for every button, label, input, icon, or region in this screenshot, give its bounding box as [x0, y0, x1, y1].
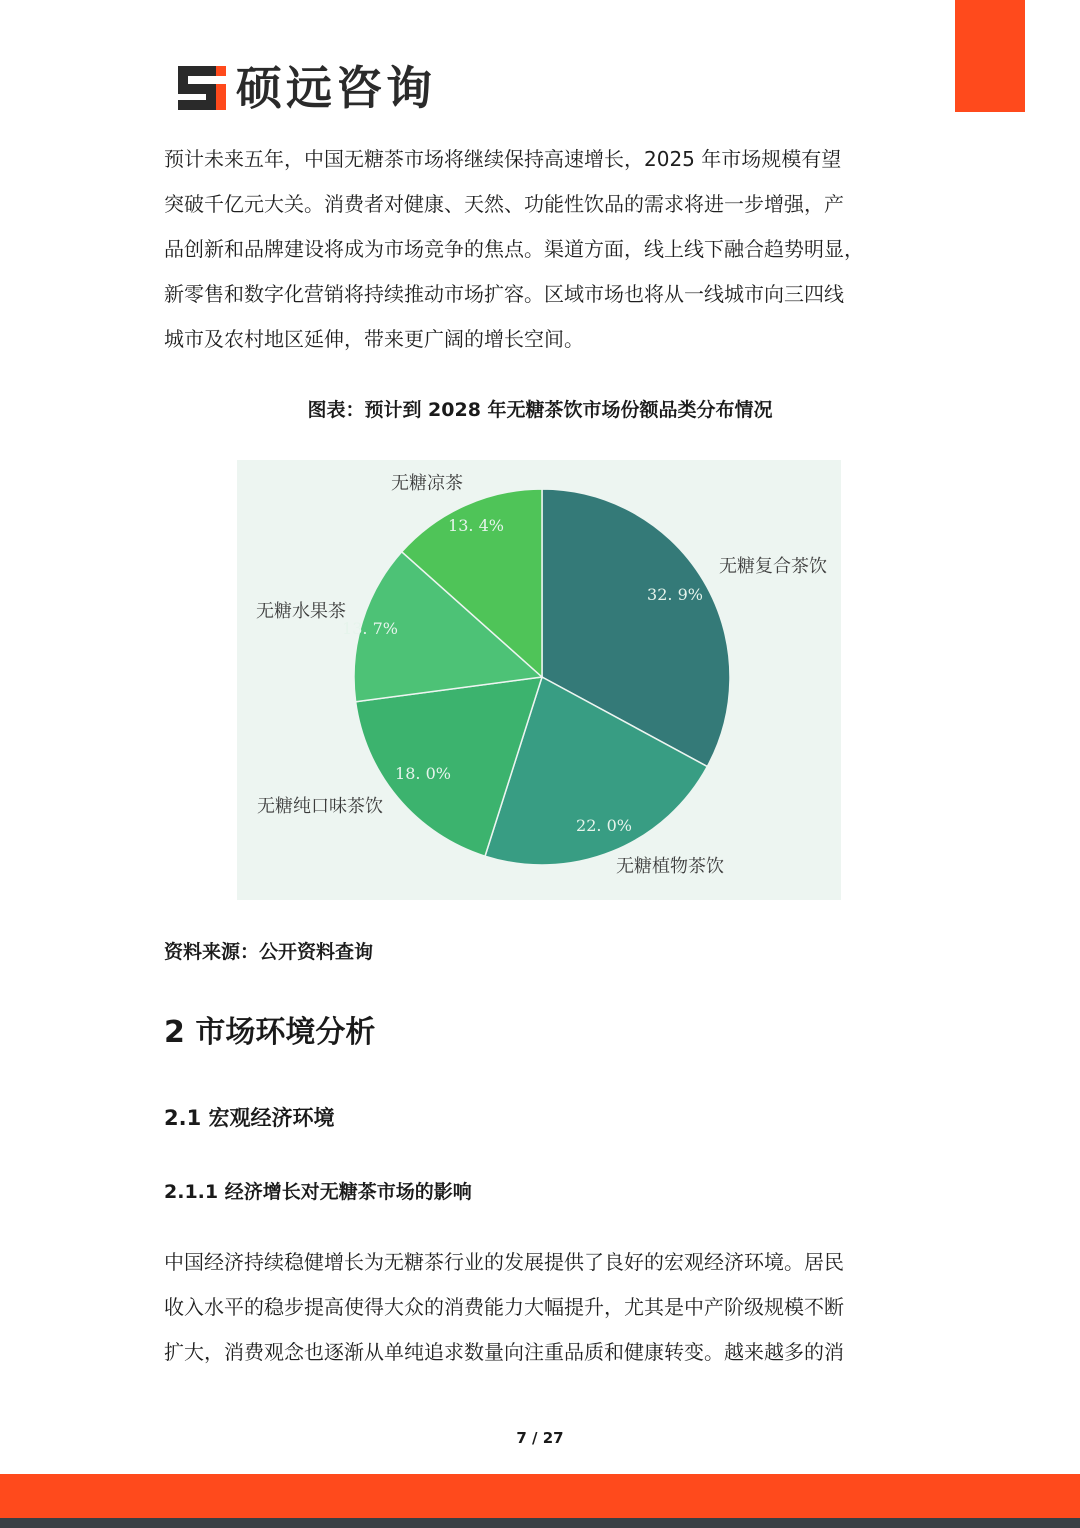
- logo-mark-icon: [176, 62, 228, 114]
- corner-accent-block: [955, 0, 1025, 112]
- intro-line: 预计未来五年，中国无糖茶市场将继续保持高速增长，2025 年市场规模有望: [164, 147, 842, 171]
- subsubsection-heading: 2.1.1 经济增长对无糖茶市场的影响: [164, 1181, 472, 1203]
- logo-text: 硕远咨询: [236, 61, 436, 115]
- pie-chart-container: [237, 460, 841, 900]
- footer-bar: [0, 1474, 1080, 1518]
- source-note: 资料来源：公开资料查询: [164, 941, 374, 963]
- page-number: 7 / 27: [516, 1429, 564, 1447]
- slice-value-label: 18. 0%: [395, 764, 451, 783]
- intro-line: 品创新和品牌建设将成为市场竞争的焦点。渠道方面，线上线下融合趋势明显，: [164, 237, 864, 261]
- intro-paragraph: [164, 137, 914, 362]
- body-line: 扩大，消费观念也逐渐从单纯追求数量向注重品质和健康转变。越来越多的消: [164, 1340, 844, 1364]
- footer-bottom-strip: [0, 1518, 1080, 1528]
- company-logo: [176, 58, 436, 118]
- body-line: 中国经济持续稳健增长为无糖茶行业的发展提供了良好的宏观经济环境。居民: [164, 1250, 844, 1274]
- pie-chart: [237, 460, 841, 900]
- intro-line: 新零售和数字化营销将持续推动市场扩容。区域市场也将从一线城市向三四线: [164, 282, 844, 306]
- slice-value-label: 13. 4%: [448, 516, 504, 535]
- intro-line: 突破千亿元大关。消费者对健康、天然、功能性饮品的需求将进一步增强，产: [164, 192, 844, 216]
- subsection-heading: 2.1 宏观经济环境: [164, 1106, 335, 1130]
- intro-line: 城市及农村地区延伸，带来更广阔的增长空间。: [164, 327, 584, 351]
- slice-category-label: 无糖植物茶饮: [616, 856, 724, 877]
- slice-category-label: 无糖凉茶: [391, 473, 463, 494]
- body-paragraph: [164, 1240, 914, 1375]
- slice-value-label: 32. 9%: [647, 585, 703, 604]
- slice-value-label: 22. 0%: [576, 816, 632, 835]
- slice-category-label: 无糖纯口味茶饮: [257, 796, 383, 817]
- section-heading: 2 市场环境分析: [164, 1015, 376, 1050]
- slice-category-label: 无糖水果茶: [256, 601, 346, 622]
- chart-caption: 图表：预计到 2028 年无糖茶饮市场份额品类分布情况: [307, 399, 773, 421]
- slice-category-label: 无糖复合茶饮: [719, 556, 827, 577]
- body-line: 收入水平的稳步提高使得大众的消费能力大幅提升，尤其是中产阶级规模不断: [164, 1295, 844, 1319]
- slice-value-label: 13. 7%: [342, 619, 398, 638]
